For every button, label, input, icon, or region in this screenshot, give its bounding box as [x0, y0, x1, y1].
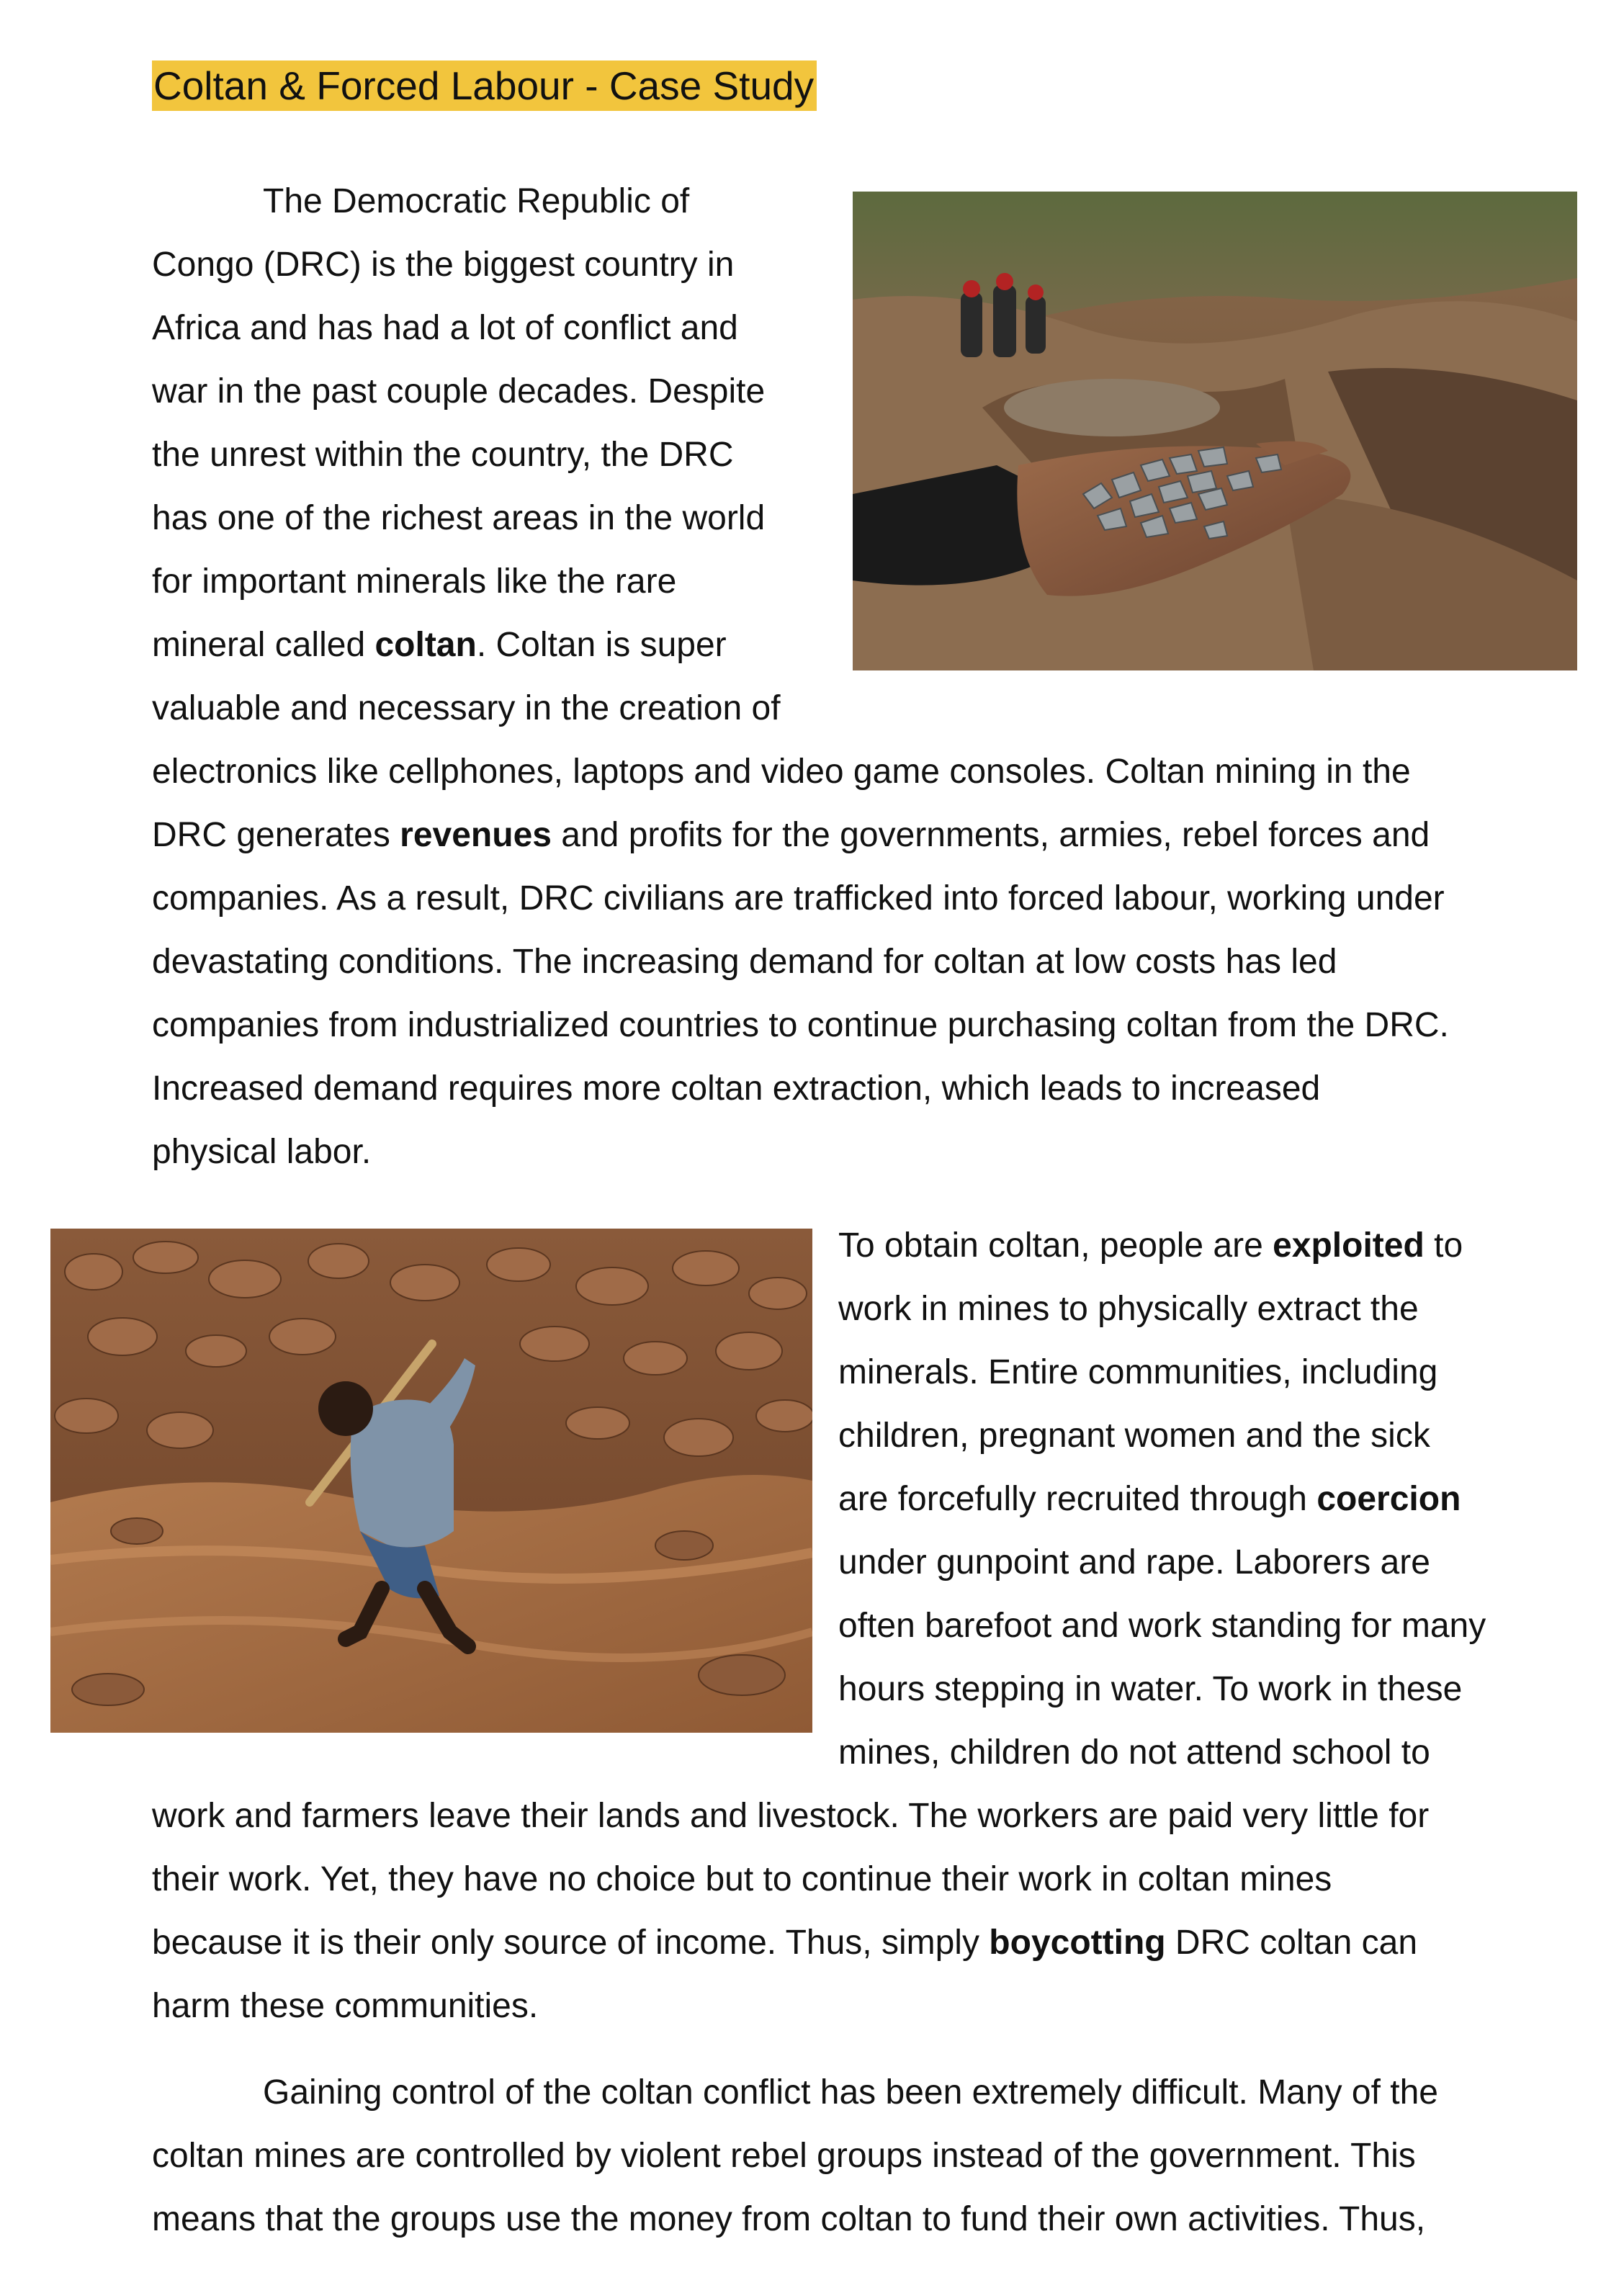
p2-line-13: harm these communities.	[152, 1987, 539, 2025]
term-coltan: coltan	[374, 626, 477, 664]
p1-line-11: DRC generates revenues and profits for the governments, armies, rebel forces and	[152, 816, 1430, 854]
term-exploited: exploited	[1273, 1226, 1425, 1265]
p3-line-3: means that the groups use the money from coltan to fund their own activities. Thus,	[152, 2200, 1426, 2238]
p2-line-8: hours stepping in water. To work in these	[838, 1670, 1463, 1708]
p1-line-16: physical labor.	[152, 1133, 372, 1171]
p2-line-7: often barefoot and work standing for many	[838, 1607, 1486, 1645]
p1-line-10: electronics like cellphones, laptops and video game consoles. Coltan mining in the	[152, 753, 1411, 791]
p1-line-2: Congo (DRC) is the biggest country in	[152, 246, 735, 284]
p2-line-6: under gunpoint and rape. Laborers are	[838, 1543, 1430, 1581]
p1-line-6: has one of the richest areas in the world	[152, 499, 766, 537]
p2-line-1: To obtain coltan, people are exploited to	[838, 1226, 1463, 1265]
p2-line-11: their work. Yet, they have no choice but to continue their work in coltan mines	[152, 1860, 1332, 1898]
p1-line-7: for important minerals like the rare	[152, 562, 677, 601]
p3-line-2: coltan mines are controlled by violent rebel groups instead of the government. This	[152, 2137, 1416, 2175]
p1-line-14: companies from industrialized countries to continue purchasing coltan from the DRC.	[152, 1006, 1449, 1044]
photo-child-in-mine	[50, 1229, 812, 1733]
p2-line-4: children, pregnant women and the sick	[838, 1417, 1430, 1455]
term-revenues: revenues	[400, 816, 552, 854]
p1-line-3: Africa and has had a lot of conflict and	[152, 309, 738, 347]
term-coercion: coercion	[1316, 1480, 1461, 1518]
p2-line-9: mines, children do not attend school to	[838, 1733, 1430, 1772]
p1-line-9: valuable and necessary in the creation of	[152, 689, 781, 727]
page-title: Coltan & Forced Labour - Case Study	[152, 60, 817, 111]
p3-line-1: Gaining control of the coltan conflict has been extremely difficult. Many of the	[263, 2073, 1438, 2112]
p1-line-12: companies. As a result, DRC civilians are trafficked into forced labour, working under	[152, 879, 1445, 917]
p1-line-4: war in the past couple decades. Despite	[152, 372, 766, 410]
p2-line-3: minerals. Entire communities, including	[838, 1353, 1438, 1391]
photo-hand-holding-coltan	[853, 192, 1577, 670]
p2-line-5: are forcefully recruited through coercion	[838, 1480, 1461, 1518]
p2-line-12: because it is their only source of income. Thus, simply boycotting DRC coltan can	[152, 1924, 1418, 1962]
term-boycotting: boycotting	[989, 1924, 1166, 1962]
p1-line-8: mineral called coltan. Coltan is super	[152, 626, 727, 664]
p2-line-2: work in mines to physically extract the	[838, 1290, 1419, 1328]
p1-line-5: the unrest within the country, the DRC	[152, 436, 734, 474]
p1-line-13: devastating conditions. The increasing demand for coltan at low costs has led	[152, 943, 1337, 981]
p1-line-1: The Democratic Republic of	[263, 182, 690, 220]
p1-line-15: Increased demand requires more coltan extraction, which leads to increased	[152, 1069, 1321, 1108]
p2-line-10: work and farmers leave their lands and livestock. The workers are paid very little for	[152, 1797, 1430, 1835]
